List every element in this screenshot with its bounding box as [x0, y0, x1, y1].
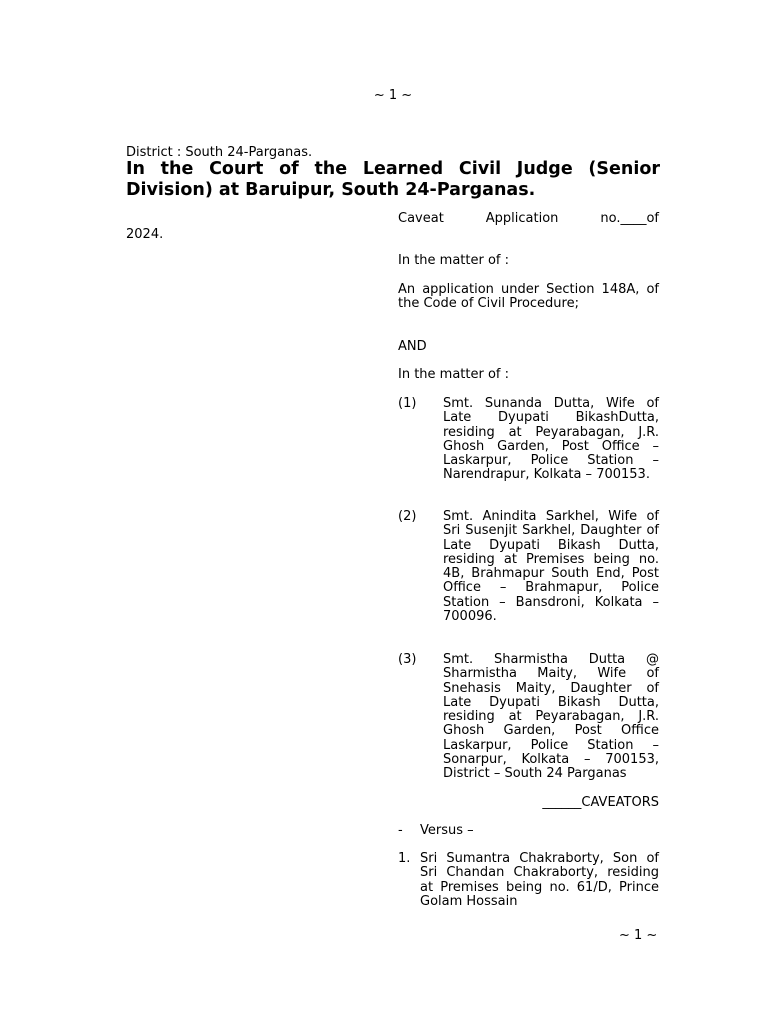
district-line: District : South 24-Parganas.	[126, 145, 313, 160]
matter-heading-1: In the matter of :	[398, 253, 510, 268]
respondent-1	[398, 852, 659, 909]
caveator-number: (1)	[398, 396, 417, 411]
application-word: Application	[485, 211, 559, 226]
caveator-number: (3)	[398, 652, 417, 667]
versus-line	[398, 823, 474, 838]
caveator-2	[398, 510, 659, 624]
caveator-details: Smt. Sharmistha Dutta @ Sharmistha Maity, Wife of Snehasis Maity, Daughter of Late Dyupati Bikash Dutta, residing at Peyarabagan, J.R. Ghosh Garden, Post Office Laskarpur, Police Station – Sonarpur, Kolkata – 700153, District – South 24 Parganas	[443, 652, 659, 782]
matter-heading-2: In the matter of :	[398, 367, 510, 382]
header-page-number: ~ 1 ~	[373, 88, 413, 103]
caveator-details: Smt. Sunanda Dutta, Wife of Late Dyupati BikashDutta, residing at Peyarabagan, J.R. Ghosh Garden, Post Office – Laskarpur, Police Station – Narendrapur, Kolkata – 700153.	[443, 396, 659, 483]
respondent-number: 1.	[398, 851, 411, 866]
footer-page-number: ~ 1 ~	[619, 928, 658, 943]
caveat-year: 2024.	[126, 227, 164, 242]
and-separator: AND	[398, 339, 427, 354]
application-description: An application under Section 148A, of the Code of Civil Procedure;	[398, 282, 659, 312]
respondent-details: Sri Sumantra Chakraborty, Son of Sri Chandan Chakraborty, residing at Premises being no. 61/D, Prince Golam Hossain	[420, 851, 659, 909]
caveator-number: (2)	[398, 509, 417, 524]
court-title: In the Court of the Learned Civil Judge (Senior Division) at Baruipur, South 24-Parganas.	[126, 159, 660, 200]
caveator-details: Smt. Anindita Sarkhel, Wife of Sri Susenjit Sarkhel, Daughter of Late Dyupati Bikash Dutta, residing at Premises being no. 4B, Brahmapur South End, Post Office – Brahmapur, Police Station – Bansdroni, Kolkata – 700096.	[443, 509, 659, 625]
caveator-1	[398, 397, 659, 483]
caveat-number-blank: no.____of	[600, 211, 659, 226]
caveators-label: ______CAVEATORS	[542, 795, 659, 810]
caveat-word: Caveat	[398, 211, 444, 226]
versus-dash: -	[398, 823, 403, 838]
caveator-3	[398, 653, 659, 782]
caveat-application-line	[398, 211, 659, 226]
versus-label: Versus –	[420, 823, 474, 838]
